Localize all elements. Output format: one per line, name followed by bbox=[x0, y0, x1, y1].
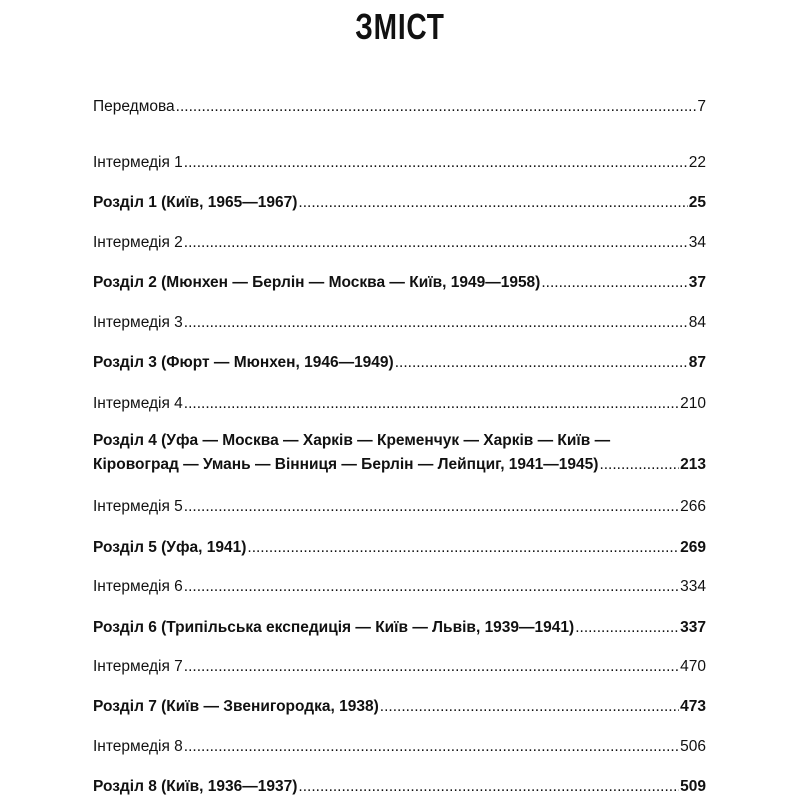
dot-leader bbox=[184, 393, 679, 415]
dot-leader bbox=[184, 152, 688, 174]
dot-leader bbox=[184, 232, 688, 254]
toc-entry-label: Розділ 7 (Київ — Звенигородка, 1938) bbox=[93, 698, 379, 715]
toc-entry-page: 87 bbox=[688, 354, 706, 371]
toc-entry-chapter-5[interactable] bbox=[93, 537, 706, 559]
toc-entry-preface[interactable] bbox=[93, 96, 706, 118]
toc-entry-chapter-2[interactable] bbox=[93, 272, 706, 294]
dot-leader bbox=[184, 576, 679, 598]
toc-entry-page: 506 bbox=[680, 738, 706, 755]
toc-entry-page: 84 bbox=[688, 314, 706, 331]
toc-entry-intermission-8[interactable] bbox=[93, 736, 706, 758]
toc-entry-page: 509 bbox=[680, 778, 706, 795]
toc-entry-label: Розділ 5 (Уфа, 1941) bbox=[93, 539, 247, 556]
toc-entry-page: 473 bbox=[680, 698, 706, 715]
toc-entry-label: Розділ 1 (Київ, 1965—1967) bbox=[93, 194, 298, 211]
dot-leader bbox=[184, 496, 679, 518]
toc-entry-chapter-4[interactable] bbox=[93, 430, 706, 476]
toc-entry-page: 213 bbox=[680, 456, 706, 473]
dot-leader bbox=[184, 312, 688, 334]
toc-entry-label: Передмова bbox=[93, 98, 175, 115]
dot-leader bbox=[575, 617, 679, 639]
dot-leader bbox=[184, 736, 679, 758]
toc-entry-page: 22 bbox=[688, 154, 706, 171]
toc-entry-label: Інтермедія 2 bbox=[93, 234, 183, 251]
toc-entry-label: Розділ 8 (Київ, 1936—1937) bbox=[93, 778, 298, 795]
toc-entry-page: 37 bbox=[688, 274, 706, 291]
toc-entry-label: Інтермедія 5 bbox=[93, 498, 183, 515]
dot-leader bbox=[176, 96, 697, 118]
toc-entry-intermission-6[interactable] bbox=[93, 576, 706, 598]
toc-entry-page: 25 bbox=[688, 194, 706, 211]
toc-entry-label: Інтермедія 6 bbox=[93, 578, 183, 595]
toc-entry-label: Розділ 2 (Мюнхен — Берлін — Москва — Київ, 1949—1958) bbox=[93, 274, 541, 291]
toc-entry-label: Інтермедія 1 bbox=[93, 154, 183, 171]
toc-entry-chapter-6[interactable] bbox=[93, 617, 706, 639]
toc-entry-chapter-8[interactable] bbox=[93, 776, 706, 798]
toc-entry-chapter-1[interactable] bbox=[93, 192, 706, 214]
dot-leader bbox=[247, 537, 679, 559]
toc-entry-page: 266 bbox=[680, 498, 706, 515]
toc-entry-intermission-3[interactable] bbox=[93, 312, 706, 334]
toc-entry-page: 337 bbox=[680, 619, 706, 636]
toc-entry-label: Інтермедія 3 bbox=[93, 314, 183, 331]
toc-entry-label: Інтермедія 8 bbox=[93, 738, 183, 755]
toc-entry-intermission-5[interactable] bbox=[93, 496, 706, 518]
toc-entry-label: Інтермедія 4 bbox=[93, 395, 183, 412]
dot-leader bbox=[541, 272, 687, 294]
dot-leader bbox=[298, 192, 687, 214]
toc-entry-page: 34 bbox=[688, 234, 706, 251]
toc-entry-label-line-1: Розділ 4 (Уфа — Москва — Харків — Кременчук — Харків — Київ — bbox=[93, 432, 611, 449]
toc-entry-label: Інтермедія 7 bbox=[93, 658, 183, 675]
toc-entry-page: 470 bbox=[680, 658, 706, 675]
dot-leader bbox=[298, 776, 679, 798]
toc-entry-label: Розділ 3 (Фюрт — Мюнхен, 1946—1949) bbox=[93, 354, 394, 371]
table-of-contents bbox=[93, 0, 706, 800]
toc-entry-page: 334 bbox=[680, 578, 706, 595]
toc-entry-label: Розділ 6 (Трипільська експедиція — Київ — Львів, 1939—1941) bbox=[93, 619, 575, 636]
toc-entry-label: Кіровоград — Умань — Вінниця — Берлін — Лейпциг, 1941—1945) bbox=[93, 456, 599, 473]
dot-leader bbox=[380, 696, 679, 718]
toc-entry-intermission-2[interactable] bbox=[93, 232, 706, 254]
toc-entry-page: 7 bbox=[697, 98, 706, 115]
toc-entry-page: 210 bbox=[680, 395, 706, 412]
dot-leader bbox=[599, 454, 679, 476]
dot-leader bbox=[184, 656, 679, 678]
toc-entry-intermission-1[interactable] bbox=[93, 152, 706, 174]
toc-entry-intermission-7[interactable] bbox=[93, 656, 706, 678]
toc-entry-page: 269 bbox=[680, 539, 706, 556]
toc-entry-intermission-4[interactable] bbox=[93, 393, 706, 415]
page-title: ЗМІСТ bbox=[355, 6, 445, 47]
toc-entry-chapter-3[interactable] bbox=[93, 352, 706, 374]
toc-entry-chapter-7[interactable] bbox=[93, 696, 706, 718]
dot-leader bbox=[395, 352, 688, 374]
